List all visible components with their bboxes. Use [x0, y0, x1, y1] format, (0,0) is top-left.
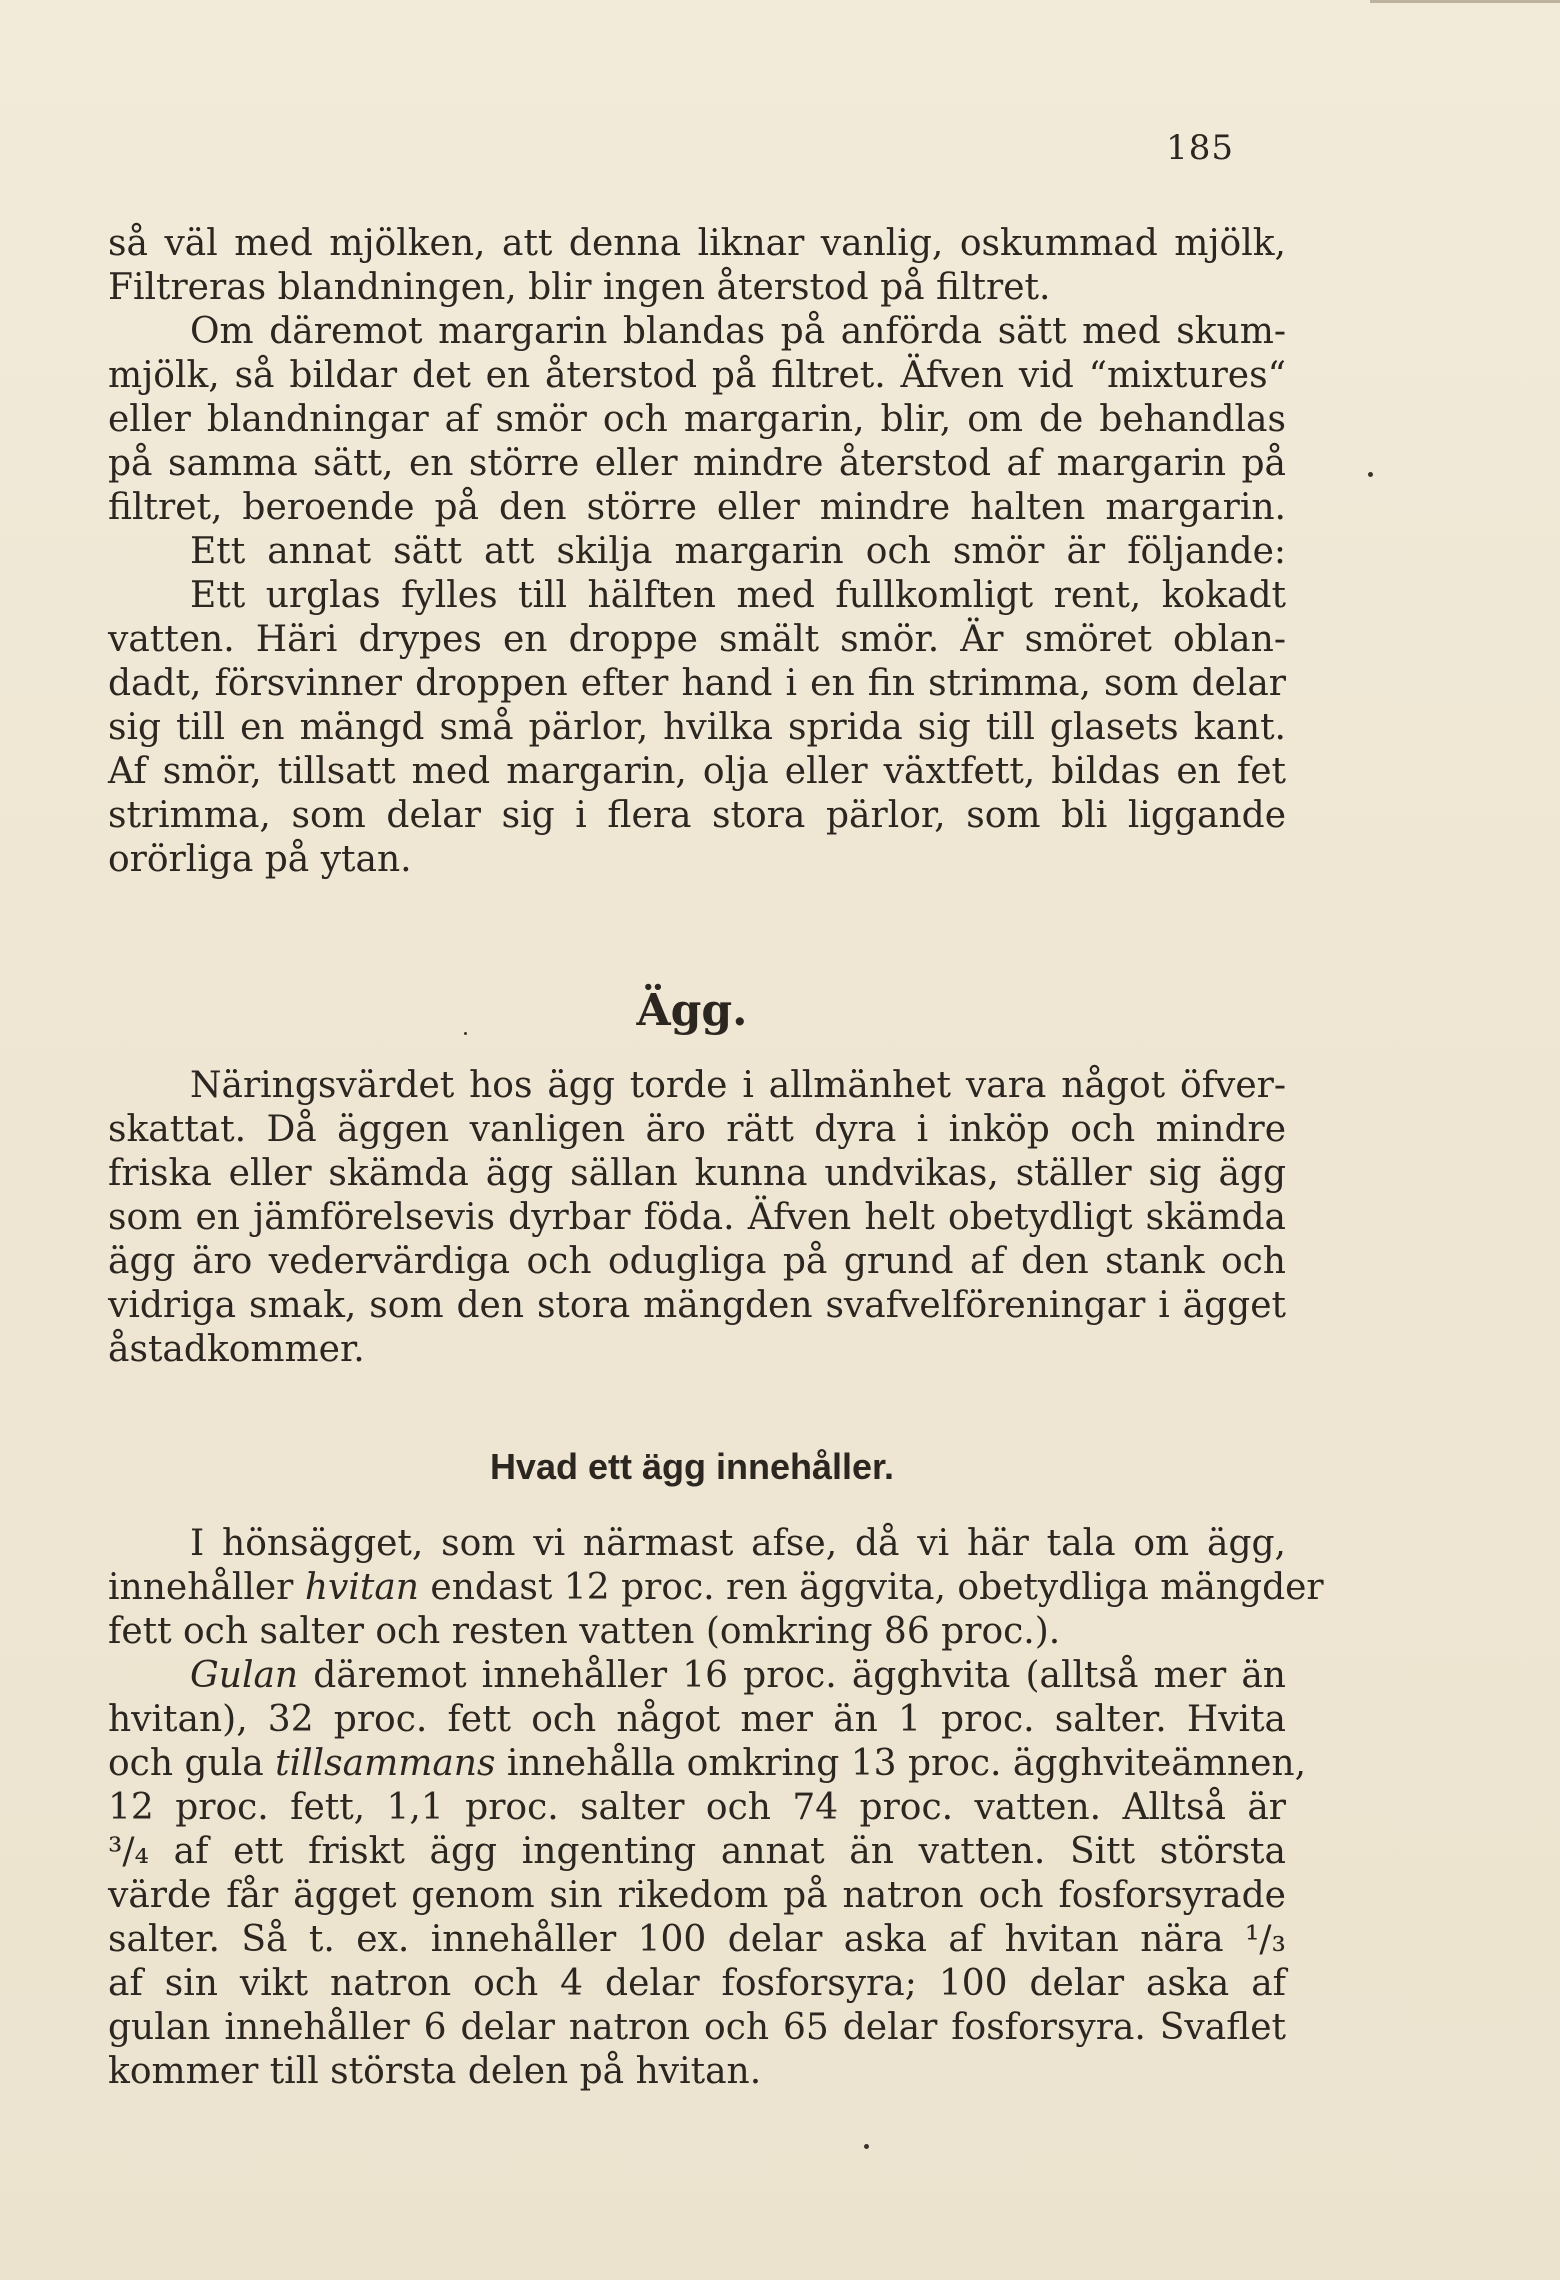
text-line: fett och salter och resten vatten (omkring 86 proc.). — [108, 1611, 1061, 1652]
text-line: Af smör, tillsatt med margarin, olja eller växtfett, bildas en fet — [108, 751, 1286, 792]
text-line: I hönsägget, som vi närmast afse, då vi här tala om ägg, — [190, 1523, 1286, 1564]
text-line: gulan innehåller 6 delar natron och 65 delar fosforsyra. Svaflet — [108, 2007, 1286, 2048]
text-segment: salter. Så t. ex. innehåller 100 delar aska af hvitan nära — [108, 1919, 1245, 1960]
text-line: värde får ägget genom sin rikedom på natron och fosforsyrade — [108, 1875, 1286, 1916]
page-number: 185 — [1166, 128, 1234, 168]
ink-speck — [864, 2144, 869, 2149]
paragraph-egg-composition — [108, 1522, 1324, 2094]
text-line: sig till en mängd små pärlor, hvilka sprida sig till glasets kant. — [108, 707, 1286, 748]
text-line: kommer till största delen på hvitan. — [108, 2051, 762, 2092]
ink-speck — [464, 1032, 467, 1035]
text-line: Ett annat sätt att skilja margarin och smör är följande: — [190, 531, 1286, 572]
text-line: hvitan), 32 proc. fett och något mer än 1 proc. salter. Hvita — [108, 1699, 1286, 1740]
text-line: Näringsvärdet hos ägg torde i allmänhet vara något öfver- — [190, 1065, 1286, 1106]
text-line — [108, 1566, 1324, 1610]
text-line — [108, 1654, 1286, 1698]
text-segment: endast 12 proc. ren äggvita, obetydliga mängder — [418, 1567, 1324, 1608]
text-line: Om däremot margarin blandas på anförda sätt med skum- — [190, 311, 1286, 352]
ink-speck — [1368, 472, 1373, 477]
text-line: dadt, försvinner droppen efter hand i en fin strimma, som delar — [108, 663, 1286, 704]
paragraph-egg-value — [108, 1064, 1286, 1372]
italic-term-tillsammans: tillsammans — [275, 1743, 496, 1784]
section-heading-egg-contents: Hvad ett ägg innehåller. — [489, 1446, 895, 1487]
text-line — [108, 1830, 1286, 1874]
paragraph-margarine-test — [108, 222, 1286, 882]
text-segment: innehåller — [108, 1567, 305, 1608]
text-line: 12 proc. fett, 1,1 proc. salter och 74 proc. vatten. Alltså är — [108, 1787, 1286, 1828]
text-line: filtret, beroende på den större eller mindre halten margarin. — [108, 487, 1286, 528]
text-line: skattat. Då äggen vanligen äro rätt dyra i inköp och mindre — [108, 1109, 1286, 1150]
fraction-three-quarters: ³/₄ — [108, 1831, 149, 1872]
text-line: eller blandningar af smör och margarin, blir, om de behandlas — [108, 399, 1286, 440]
text-line: ägg äro vedervärdiga och odugliga på grund af den stank och — [108, 1241, 1286, 1282]
text-segment: däremot innehåller 16 proc. ägghvita (alltså mer än — [298, 1655, 1286, 1696]
text-segment: och gula — [108, 1743, 276, 1784]
text-line: Ett urglas fylles till hälften med fullkomligt rent, kokadt — [190, 575, 1286, 616]
text-line: af sin vikt natron och 4 delar fosforsyra; 100 delar aska af — [108, 1963, 1286, 2004]
page-edge — [1370, 0, 1560, 3]
text-line: friska eller skämda ägg sällan kunna undvikas, ställer sig ägg — [108, 1153, 1286, 1194]
text-line: åstadkommer. — [108, 1329, 365, 1370]
text-segment: af ett friskt ägg ingenting annat än vatten. Sitt största — [149, 1831, 1286, 1872]
text-line — [108, 1918, 1286, 1962]
section-heading-egg: Ägg. — [636, 985, 748, 1036]
text-line: vidriga smak, som den stora mängden svafvelföreningar i ägget — [108, 1285, 1286, 1326]
text-line: mjölk, så bildar det en återstod på filtret. Äfven vid “mixtures“ — [108, 355, 1286, 396]
text-segment: innehålla omkring 13 proc. ägghviteämnen, — [495, 1743, 1307, 1784]
text-line: på samma sätt, en större eller mindre återstod af margarin på — [108, 443, 1286, 484]
text-line: så väl med mjölken, att denna liknar vanlig, oskummad mjölk, — [108, 223, 1286, 264]
text-line — [108, 1742, 1307, 1786]
fraction-one-third: ¹/₃ — [1245, 1919, 1286, 1960]
text-line: strimma, som delar sig i flera stora pärlor, som bli liggande — [108, 795, 1286, 836]
text-line: som en jämförelsevis dyrbar föda. Äfven helt obetydligt skämda — [108, 1197, 1286, 1238]
text-line: Filtreras blandningen, blir ingen återstod på filtret. — [108, 267, 1051, 308]
italic-term-hvitan: hvitan — [304, 1567, 419, 1608]
italic-term-gulan: Gulan — [190, 1655, 299, 1696]
text-line: orörliga på ytan. — [108, 839, 412, 880]
text-line: vatten. Häri drypes en droppe smält smör. Är smöret oblan- — [108, 619, 1286, 660]
